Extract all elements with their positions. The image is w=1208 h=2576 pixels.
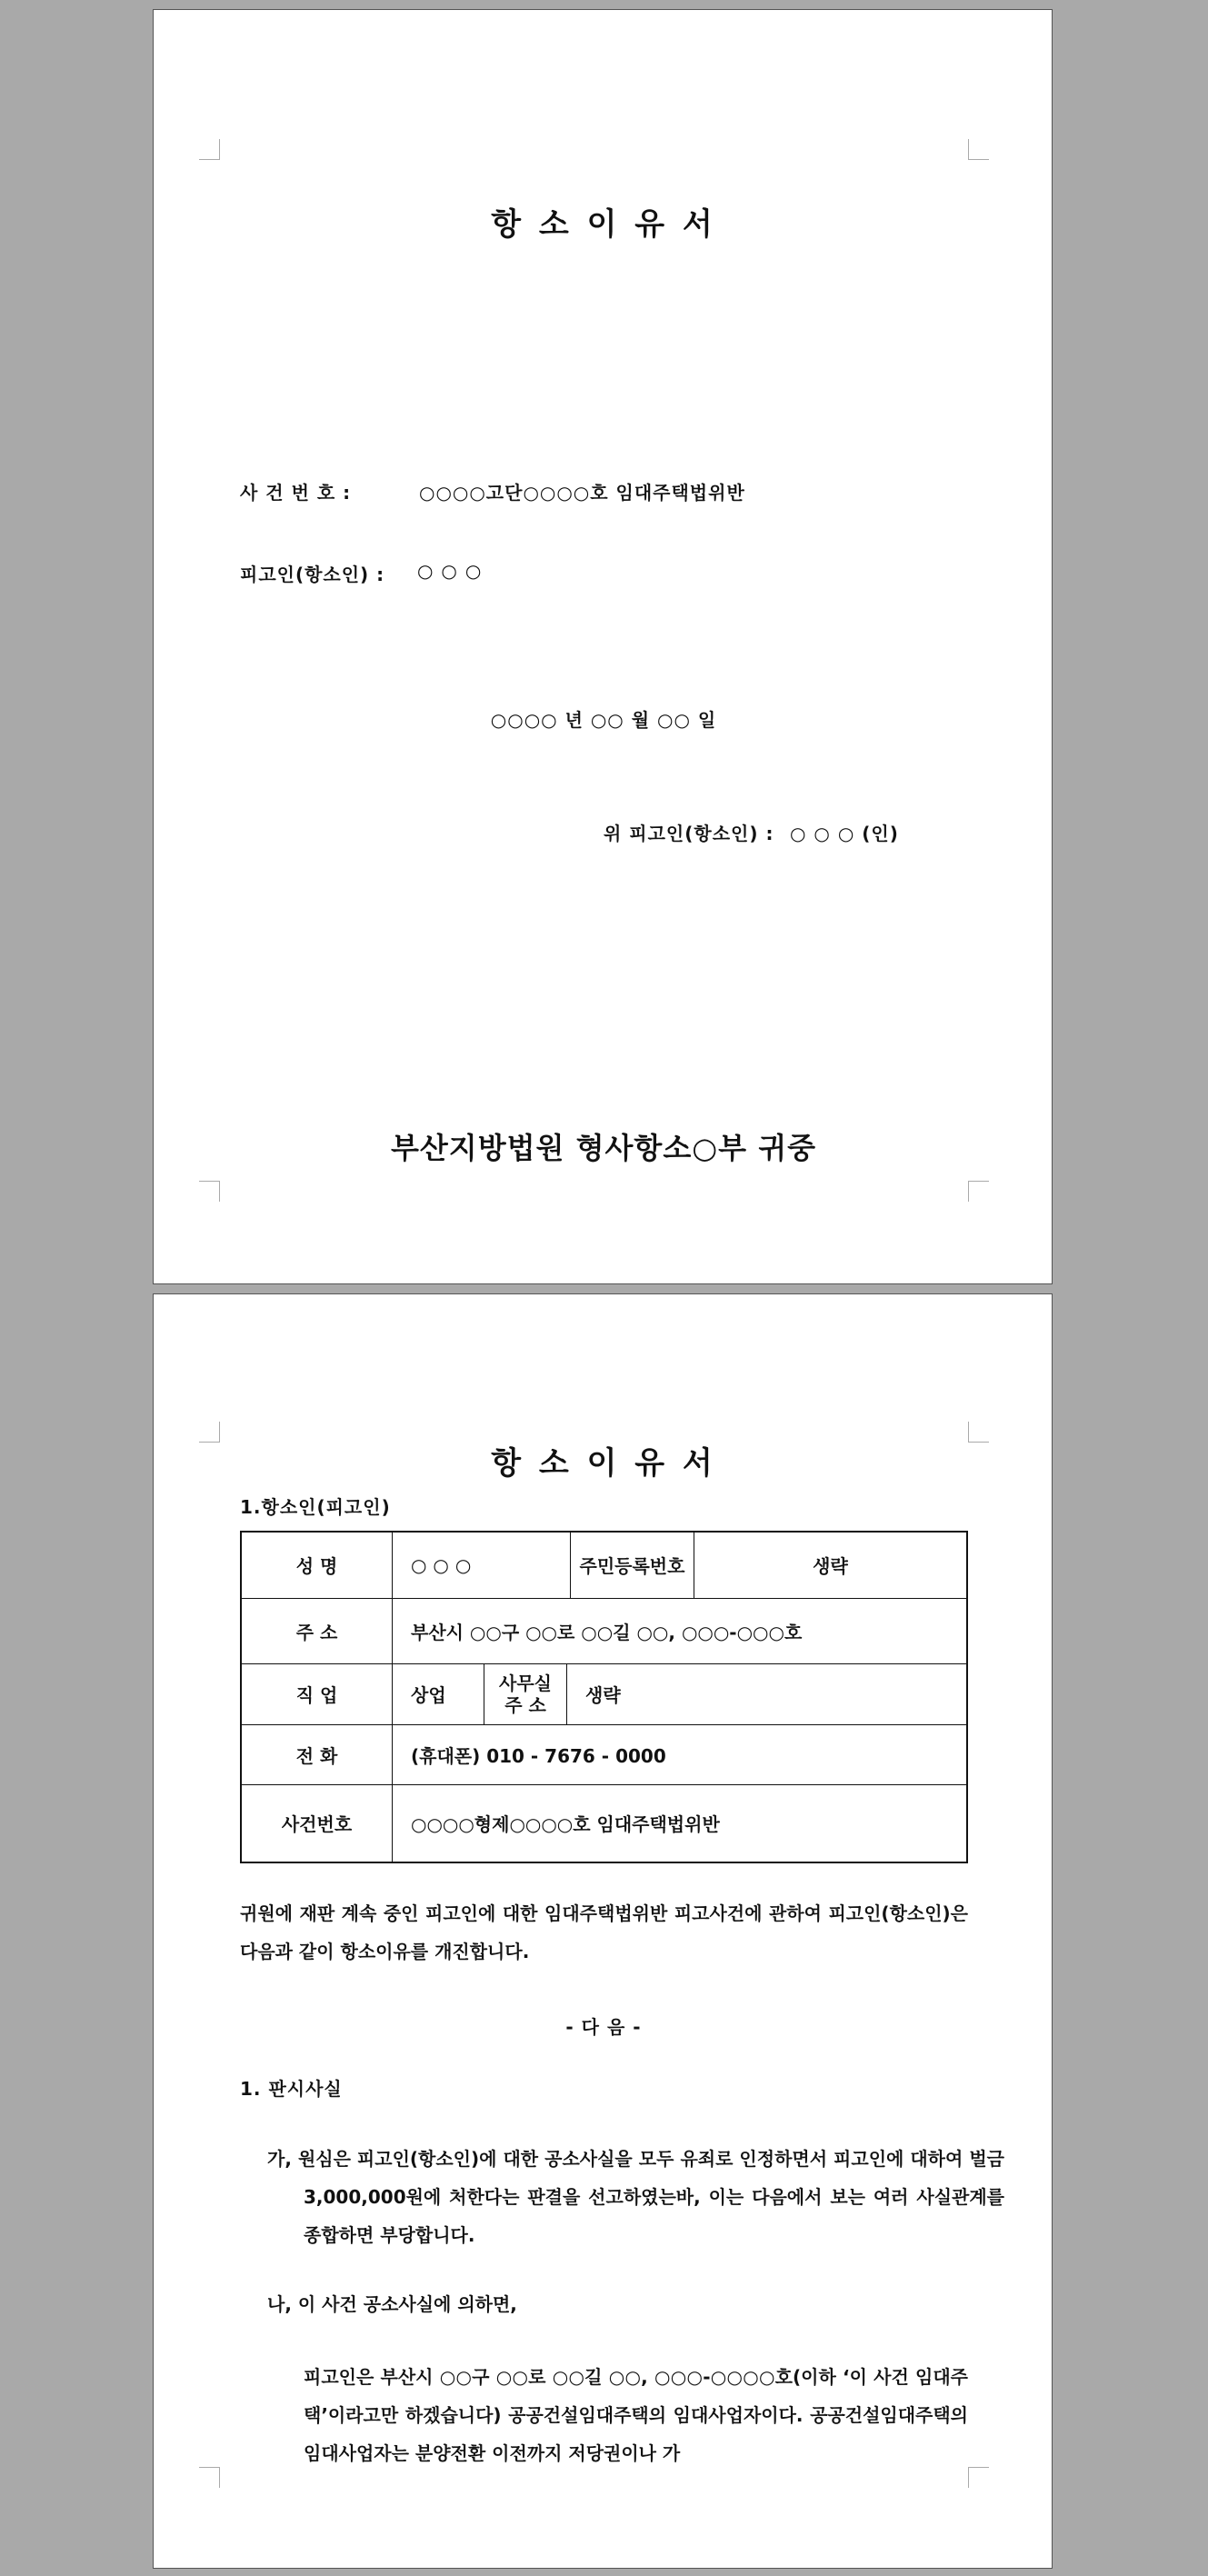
signer-value: ○ ○ ○ (인) [790, 823, 899, 844]
court-addressee: 부산지방법원 형사항소○부 귀중 [390, 1131, 817, 1165]
phone-label: 전 화 [241, 1724, 393, 1784]
rrn-value: 생략 [694, 1532, 968, 1598]
occupation-row [393, 1663, 968, 1724]
address-value: 부산시 ○○구 ○○로 ○○길 ○○, ○○○-○○○호 [393, 1598, 968, 1663]
appellant-info-table [240, 1531, 968, 1863]
document-page-2 [153, 1293, 1053, 2569]
paragraph-na: 나, 이 사건 공소사실에 의하면, [267, 2293, 517, 2315]
document-page-1 [153, 9, 1053, 1284]
rrn-label: 주민등록번호 [571, 1532, 694, 1598]
intro-paragraph: 귀원에 재판 계속 중인 피고인에 대한 임대주택법위반 피고사건에 관하여 피고인(항소인)은 다음과 같이 항소이유를 개진합니다. [240, 1902, 968, 1962]
document-title: 항 소 이 유 서 [491, 206, 716, 243]
date-line: ○○○○ 년 ○○ 월 ○○ 일 [490, 709, 717, 731]
section-heading-appellant: 1.항소인(피고인) [240, 1496, 391, 1518]
crop-mark [199, 2467, 220, 2488]
occupation-value: 상업 [411, 1684, 446, 1706]
case-number-label: 사 건 번 호 : [240, 482, 352, 504]
office-label-line-2: 주 소 [504, 1693, 546, 1716]
next-heading: - 다 음 - [565, 2016, 642, 2038]
name-label: 성 명 [241, 1532, 393, 1598]
signer-label: 위 피고인(항소인) : [604, 823, 774, 844]
crop-mark [968, 2467, 989, 2488]
paragraph-body: 피고인은 부산시 ○○구 ○○로 ○○길 ○○, ○○○-○○○○호(이하 ‘이 사건 임대주택’이라고만 하겠습니다) 공공건설임대주택의 임대사업자이다. 공공건설임대주택의 임대사업자는 분양전환 이전까지 저당권이나 가 [304, 2366, 968, 2464]
crop-mark [968, 1181, 989, 1202]
crop-mark [968, 139, 989, 160]
case-number-label: 사건번호 [241, 1784, 393, 1862]
occupation-label: 직 업 [241, 1663, 393, 1724]
office-label-line-1: 사무실 [499, 1672, 552, 1694]
case-number-value: ○○○○고단○○○○호 임대주택법위반 [419, 482, 745, 504]
defendant-value: ○ ○ ○ [417, 560, 483, 582]
phone-value: (휴대폰) 010 - 7676 - 0000 [393, 1724, 968, 1784]
name-value: ○ ○ ○ [393, 1532, 571, 1598]
crop-mark [199, 1181, 220, 1202]
office-address-label [484, 1664, 567, 1724]
section-heading-facts: 1. 판시사실 [240, 2078, 343, 2100]
crop-mark [199, 139, 220, 160]
paragraph-ga: 가, 원심은 피고인(항소인)에 대한 공소사실을 모두 유죄로 인정하면서 피고인에 대하여 벌금 3,000,000원에 처한다는 판결을 선고하였는바, 이는 다음에서 보는 여러 사실관계를 종합하면 부당합니다. [267, 2148, 1004, 2246]
document-title: 항 소 이 유 서 [491, 1445, 716, 1482]
office-address-value: 생략 [585, 1684, 621, 1706]
case-number-value: ○○○○형제○○○○호 임대주택법위반 [393, 1784, 968, 1862]
defendant-label: 피고인(항소인) : [240, 564, 385, 585]
address-label: 주 소 [241, 1598, 393, 1663]
